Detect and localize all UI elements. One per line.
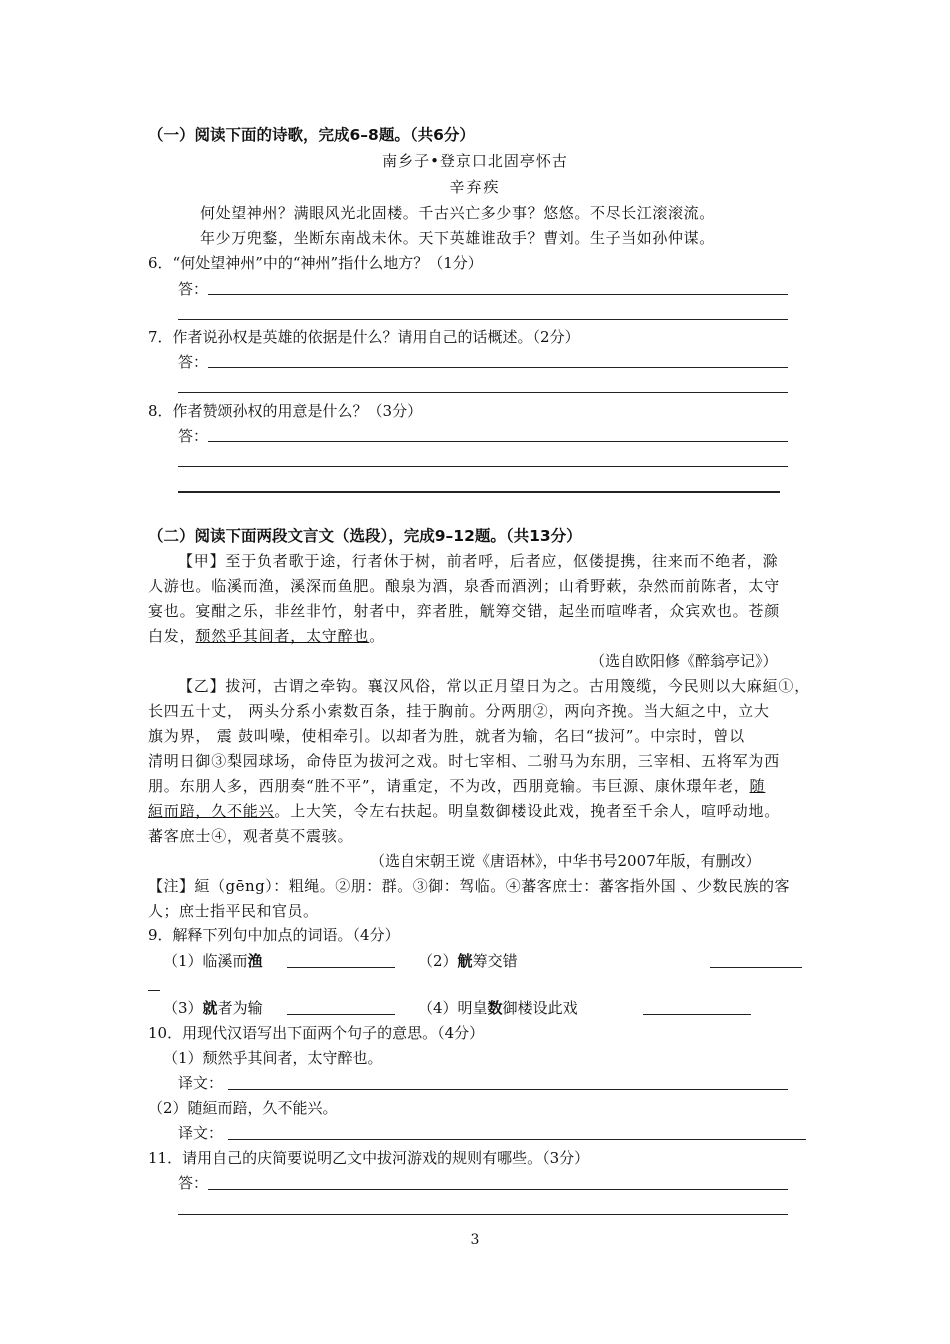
section1-heading: （一）阅读下面的诗歌，完成6–8题。（共6分） (148, 126, 475, 144)
yi-line-7: 蕃客庶士④，观者莫不震骇。 (148, 827, 354, 845)
dotted-word: 数 (487, 999, 503, 1017)
q9-item-text: 筹交错 (472, 952, 518, 970)
answer-label: 答： (178, 427, 209, 445)
q9-item-text: （1）临溪而 (163, 952, 248, 970)
answer-label: 答： (178, 353, 209, 371)
answer-line[interactable] (178, 1214, 788, 1215)
translation-line[interactable] (228, 1139, 806, 1140)
dotted-word: 觥 (457, 952, 473, 970)
answer-line[interactable] (178, 392, 788, 393)
underlined-sentence: 絙而踣，久不能兴 (148, 802, 275, 820)
answer-line[interactable] (208, 1189, 788, 1190)
page-number: 3 (470, 1232, 480, 1248)
note-line: 人；庶士指平民和官员。 (148, 902, 319, 920)
q9-item-3 (163, 998, 263, 1018)
poem-author: 辛弃疾 (449, 178, 501, 196)
underlined-sentence: 颓然乎其间者，太守醉也 (195, 627, 370, 645)
yi-line: 清明日御③梨园球场，命侍臣为拔河之戏。时七宰相、二驸马为东朋，三宰相、五将军为西 (148, 752, 781, 770)
fill-blank[interactable] (287, 967, 395, 968)
poem-line-2: 年少万兜鍪，坐断东南战未休。天下英雄谁敌手？曹刘。生子当如孙仲谋。 (200, 229, 715, 247)
q10-sentence-1: （1）颓然乎其间者，太守醉也。 (163, 1049, 383, 1067)
answer-line[interactable] (178, 319, 788, 320)
jia-line: 【甲】至于负者歌于途，行者休于树，前者呼，后者应，伛偻提携，往来而不绝者，滁 (178, 552, 779, 570)
question-11: 11．请用自己的庆简要说明乙文中拔河游戏的规则有哪些。（3分） (148, 1149, 590, 1167)
q9-item-text: （4）明皇 (418, 999, 488, 1017)
q9-item-1 (163, 951, 263, 971)
yi-text: 。上大笑，令左右扶起。明皇数御楼设此戏，挽者至千余人，喧呼动地。 (274, 802, 781, 820)
question-8: 8．作者赞颂孙权的用意是什么？（3分） (148, 402, 423, 420)
yi-line-5 (148, 776, 765, 796)
dotted-word: 渔 (247, 952, 263, 970)
note-line: 【注】絙（gēng）：粗绳。②朋：群。③御：驾临。④蕃客庶士：蕃客指外国 、少数民族的客 (148, 877, 791, 895)
q9-item-text: 者为输 (217, 999, 263, 1017)
translation-line[interactable] (228, 1089, 788, 1090)
q9-item-text: （2） (418, 952, 458, 970)
jia-source: （选自欧阳修《醉翁亭记》） (590, 652, 778, 670)
poem-title: 南乡子•登京口北固亭怀古 (382, 152, 568, 170)
question-7: 7．作者说孙权是英雄的依据是什么？请用自己的话概述。（2分） (148, 328, 580, 346)
q9-item-text: （3） (163, 999, 203, 1017)
fill-blank-overflow (148, 990, 160, 991)
poem-line-1: 何处望神州？满眼风光北固楼。千古兴亡多少事？悠悠。不尽长江滚滚流。 (200, 204, 715, 222)
question-6: 6．“何处望神州”中的“神州”指什么地方？（1分） (148, 254, 483, 272)
yi-line: 旗为界， 震 鼓叫噪，使相牵引。以却者为胜，就者为输，名曰“拔河”。中宗时，曾以 (148, 727, 745, 745)
answer-line[interactable] (178, 491, 780, 493)
yi-line-6 (148, 801, 780, 821)
yi-text: 朋。东朋人多，西朋奏“胜不平”，请重定，不为改，西朋竟输。韦巨源、康休璟年老， (148, 777, 750, 795)
answer-label: 答： (178, 280, 209, 298)
question-9: 9．解释下列句中加点的词语。（4分） (148, 926, 400, 944)
yi-line: 长四五十丈， 两头分系小索数百条，挂于胸前。分两朋②，两向齐挽。当大絙之中，立大 (148, 702, 770, 720)
answer-line[interactable] (208, 441, 788, 442)
translation-label: 译文： (178, 1124, 224, 1142)
jia-line-last (148, 626, 385, 646)
underlined-sentence: 随 (749, 777, 766, 795)
q9-item-text: 御楼设此戏 (502, 999, 578, 1017)
dotted-word: 就 (202, 999, 218, 1017)
section2-heading: （二）阅读下面两段文言文（选段），完成9–12题。（共13分） (148, 527, 582, 545)
answer-line[interactable] (178, 466, 788, 467)
jia-line: 宴也。宴酣之乐，非丝非竹，射者中，弈者胜，觥筹交错，起坐而喧哗者，众宾欢也。苍颜 (148, 602, 781, 620)
answer-line[interactable] (208, 294, 788, 295)
yi-line: 【乙】拔河，古谓之牵钩。襄汉风俗，常以正月望日为之。古用篾缆，今民则以大麻絙①， (178, 677, 811, 695)
fill-blank[interactable] (710, 967, 802, 968)
jia-line: 人游也。临溪而渔，溪深而鱼肥。酿泉为酒，泉香而酒洌；山肴野蔌，杂然而前陈者，太守 (148, 577, 781, 595)
q9-item-4 (418, 998, 578, 1018)
yi-source: （选自宋朝王谠《唐语林》，中华书号2007年版，有删改） (370, 852, 761, 870)
q10-sentence-2: （2）随絙而踣，久不能兴。 (148, 1099, 338, 1117)
question-10: 10．用现代汉语写出下面两个句子的意思。（4分） (148, 1024, 485, 1042)
answer-label: 答： (178, 1174, 209, 1192)
q9-item-2 (418, 951, 518, 971)
fill-blank[interactable] (643, 1014, 751, 1015)
jia-text: 白发， (148, 627, 196, 645)
fill-blank[interactable] (287, 1014, 395, 1015)
answer-line[interactable] (208, 367, 788, 368)
jia-text: 。 (369, 627, 386, 645)
translation-label: 译文： (178, 1074, 224, 1092)
